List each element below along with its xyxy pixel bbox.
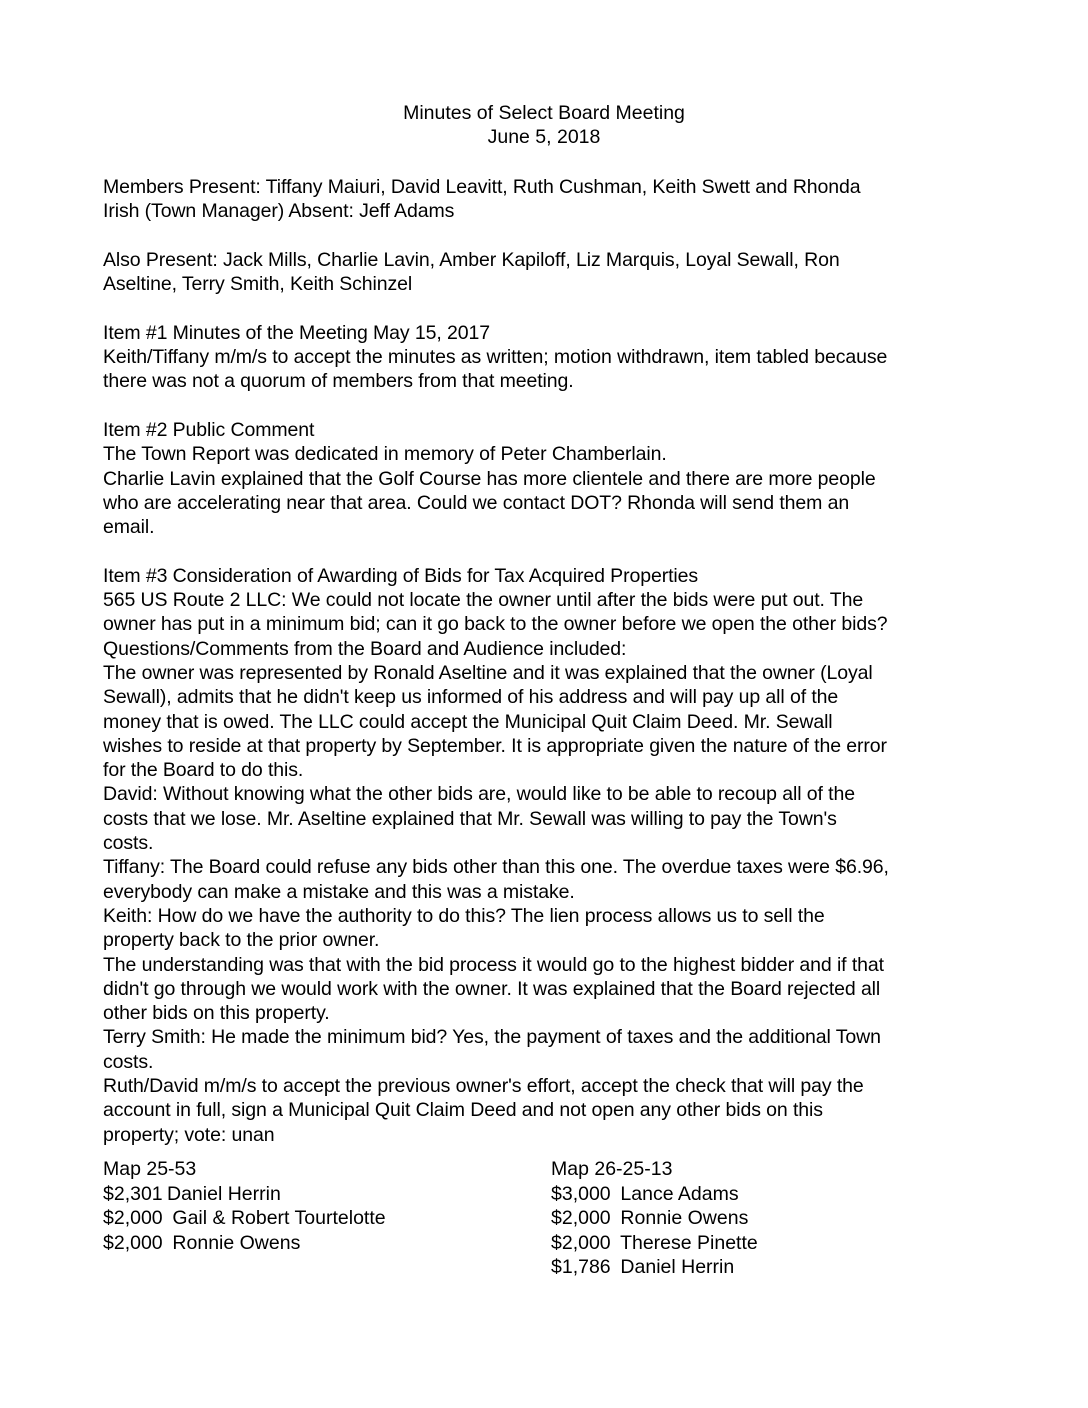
text-line: Keith: How do we have the authority to do this? The lien process allows us to sell the — [103, 904, 825, 927]
meeting-date: June 5, 2018 — [487, 126, 601, 148]
bidder-name: Daniel Herrin — [167, 1182, 281, 1205]
bid-entry — [551, 1206, 758, 1231]
text-line: didn't go through we would work with the owner. It was explained that the Board rejected all — [103, 977, 881, 1000]
bidder-name: Ronnie Owens — [172, 1231, 301, 1254]
bid-amount: $2,000 — [103, 1231, 163, 1254]
bidder-name: Therese Pinette — [620, 1231, 758, 1254]
bid-entry — [551, 1255, 758, 1280]
bid-amount: $2,000 — [103, 1207, 163, 1229]
paragraph — [103, 418, 963, 539]
title-block — [0, 101, 1088, 149]
map-heading: Map 25-53 — [103, 1158, 197, 1180]
text-line: Irish (Town Manager) Absent: Jeff Adams — [103, 200, 455, 223]
paragraph-gap — [103, 394, 963, 418]
bid-amount: $2,000 — [551, 1231, 611, 1254]
text-line: 565 US Route 2 LLC: We could not locate the owner until after the bids were put out. The — [103, 589, 864, 612]
text-line: account in full, sign a Municipal Quit Claim Deed and not open any other bids on this — [103, 1099, 823, 1122]
text-line: David: Without knowing what the other bids are, would like to be able to recoup all of the — [103, 783, 855, 806]
bid-amount: $3,000 — [551, 1182, 611, 1205]
text-line: Ruth/David m/m/s to accept the previous owner's effort, accept the check that will pay the — [103, 1074, 864, 1097]
paragraph-gap — [103, 539, 963, 563]
bid-entry — [103, 1182, 386, 1207]
bidder-name: Ronnie Owens — [620, 1207, 749, 1229]
text-line: for the Board to do this. — [103, 759, 304, 782]
text-line: Charlie Lavin explained that the Golf Course has more clientele and there are more people — [103, 467, 876, 490]
bid-entry — [103, 1206, 386, 1231]
text-line: there was not a quorum of members from that meeting. — [103, 370, 574, 393]
text-line: who are accelerating near that area. Could we contact DOT? Rhonda will send them an — [103, 491, 850, 514]
minutes-body — [103, 175, 963, 1147]
text-line: Keith/Tiffany m/m/s to accept the minutes as written; motion withdrawn, item tabled because — [103, 346, 888, 369]
paragraph — [103, 175, 963, 224]
bid-entry — [551, 1182, 758, 1207]
text-line: costs that we lose. Mr. Aseltine explained that Mr. Sewall was willing to pay the Town's — [103, 807, 837, 830]
text-line: Members Present: Tiffany Maiuri, David Leavitt, Ruth Cushman, Keith Swett and Rhonda — [103, 176, 861, 198]
bid-amount: $2,301 — [103, 1182, 163, 1205]
text-line: Item #3 Consideration of Awarding of Bids for Tax Acquired Properties — [103, 564, 699, 587]
map-heading: Map 26-25-13 — [551, 1158, 673, 1180]
bids-map-26-25-13 — [551, 1157, 758, 1280]
text-line: Terry Smith: He made the minimum bid? Yes, the payment of taxes and the additional Town — [103, 1026, 881, 1049]
text-line: The owner was represented by Ronald Aseltine and it was explained that the owner (Loyal — [103, 661, 873, 684]
text-line: costs. — [103, 1050, 154, 1073]
text-line: Also Present: Jack Mills, Charlie Lavin, Amber Kapiloff, Liz Marquis, Loyal Sewall, Ron — [103, 248, 840, 271]
text-line: property back to the prior owner. — [103, 929, 380, 952]
bidder-name: Gail & Robert Tourtelotte — [172, 1207, 386, 1229]
text-line: The Town Report was dedicated in memory of Peter Chamberlain. — [103, 443, 667, 466]
text-line: Tiffany: The Board could refuse any bids other than this one. The overdue taxes were $6.96, — [103, 856, 889, 879]
paragraph — [103, 321, 963, 394]
bidder-name: Lance Adams — [620, 1182, 739, 1205]
bids-map-25-53 — [103, 1157, 386, 1255]
paragraph-gap — [103, 296, 963, 320]
paragraph-gap — [103, 224, 963, 248]
text-line: money that is owed. The LLC could accept the Municipal Quit Claim Deed. Mr. Sewall — [103, 710, 833, 733]
text-line: owner has put in a minimum bid; can it go back to the owner before we open the other bids? — [103, 613, 888, 636]
text-line: The understanding was that with the bid process it would go to the highest bidder and if that — [103, 953, 884, 976]
text-line: property; vote: unan — [103, 1123, 275, 1146]
bidder-name: Daniel Herrin — [620, 1256, 735, 1278]
document-title: Minutes of Select Board Meeting — [403, 102, 685, 124]
paragraph — [103, 248, 963, 297]
text-line: other bids on this property. — [103, 1002, 330, 1025]
text-line: costs. — [103, 832, 154, 855]
text-line: Item #1 Minutes of the Meeting May 15, 2017 — [103, 321, 491, 344]
text-line: everybody can make a mistake and this was a mistake. — [103, 880, 575, 903]
bid-entry — [551, 1231, 758, 1256]
bid-amount: $2,000 — [551, 1207, 611, 1229]
text-line: Questions/Comments from the Board and Audience included: — [103, 637, 627, 660]
text-line: wishes to reside at that property by September. It is appropriate given the nature of the error — [103, 734, 887, 757]
paragraph — [103, 564, 963, 1147]
text-line: Sewall), admits that he didn't keep us informed of his address and will pay up all of the — [103, 686, 839, 709]
text-line: Item #2 Public Comment — [103, 418, 315, 441]
bid-amount: $1,786 — [551, 1256, 611, 1278]
bid-entry — [103, 1231, 386, 1256]
text-line: email. — [103, 516, 155, 539]
text-line: Aseltine, Terry Smith, Keith Schinzel — [103, 273, 413, 296]
